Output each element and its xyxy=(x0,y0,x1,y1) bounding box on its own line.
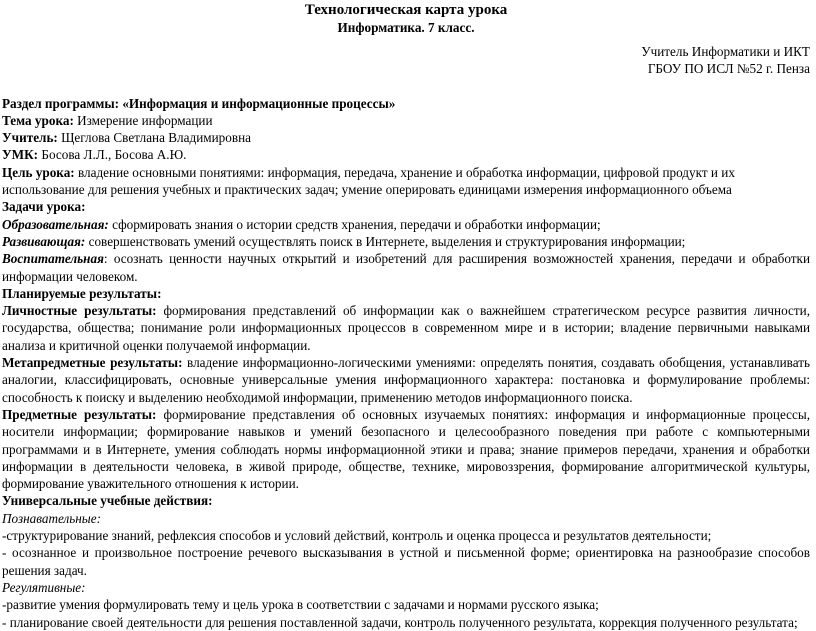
umk xyxy=(2,146,810,163)
lesson-topic xyxy=(2,112,810,129)
lesson-goal xyxy=(2,164,810,199)
lesson-goal-label: Цель урока: xyxy=(2,164,75,180)
results-subject xyxy=(2,406,810,492)
task-educational-label: Образовательная: xyxy=(2,216,109,232)
program-section-label: Раздел программы: «Информация и информационные процессы» xyxy=(2,95,396,111)
results-meta-label: Метапредметные результаты: xyxy=(2,355,183,371)
lesson-topic-label: Тема урока: xyxy=(2,112,74,128)
results-personal-value: формирования представлений об информации как о важнейшем стратегическом ресурсе развития личности, государства, общества; понимание роли информационных процессов в современном мире и в истории; владение первичными навыками анализа и критичной оценки получаемой информации. xyxy=(2,303,810,353)
umk-label: УМК: xyxy=(2,147,39,163)
uud-regulative-label xyxy=(2,579,810,596)
teacher-position: Учитель Информатики и ИКТ xyxy=(641,44,810,59)
uud-cognitive-item: - осознанное и произвольное построение речевого высказывания в устной и письменной форме; ориентировка на разнообразие способов решения задач. xyxy=(2,545,810,578)
tasks-heading xyxy=(2,198,810,215)
uud-heading-text: Универсальные учебные действия: xyxy=(2,493,213,509)
page-subtitle: Информатика. 7 класс. xyxy=(337,20,475,35)
results-subject-value: формирование представления об основных изучаемых понятиях: информация и информационные процессы, носители информации; формирование навыков и умений безопасного и целесообразного поведения при работе с компьютерными программами и в Интернете, умения соблюдать нормы информационной этики и права; знание примеров передачи, хранения и обработки информации в деятельности человека, в живой природе, обществе, технике, мировоззрения, формирование алгоритмической культуры, формирование уважительного отношения к истории. xyxy=(2,406,810,492)
uud-heading xyxy=(2,492,810,509)
lesson-topic-value: Измерение информации xyxy=(73,112,213,128)
task-developing xyxy=(2,233,810,250)
uud-cognitive-label-text: Познавательные: xyxy=(2,510,101,526)
task-upbringing-value: : осознать ценности научных открытий и изобретений для расширения возможностей хранения, передачи и обработки информации человеком. xyxy=(2,251,810,284)
task-upbringing-label: Воспитательная xyxy=(2,251,104,267)
teacher-name-label: Учитель: xyxy=(2,130,58,146)
results-heading-text: Планируемые результаты: xyxy=(2,285,162,301)
uud-regulative-label-text: Регулятивные: xyxy=(2,579,86,595)
task-developing-label: Развивающая: xyxy=(2,233,86,249)
results-meta-value: владение информационно-логическими умениями: определять понятия, создавать обобщения, устанавливать аналогии, классифицировать, основные универсальные умения информационного характера: постановка и формулирование проблемы: способность к поиску и выделению необходимой информации, применению методов информационного поиска. xyxy=(2,355,810,405)
results-subject-label: Предметные результаты: xyxy=(2,406,157,422)
uud-regulative-item: - планирование своей деятельности для решения поставленной задачи, контроль полученного результата, коррекция полученного результата; xyxy=(2,614,798,630)
program-section xyxy=(2,95,810,112)
teacher-school: ГБОУ ПО ИСЛ №52 г. Пенза xyxy=(647,61,810,77)
tasks-heading-text: Задачи урока: xyxy=(2,199,86,215)
lesson-goal-value: владение основными понятиями: информация, передача, хранение и обработка информации, цифровой продукт и их использование для решения учебных и практических задач; умение оперировать единицами измерения информационного объема xyxy=(2,164,735,198)
results-personal-label: Личностные результаты: xyxy=(2,303,157,319)
umk-value: Босова Л.Л., Босова А.Ю. xyxy=(38,147,187,163)
results-meta xyxy=(2,354,810,406)
spacer xyxy=(2,78,810,95)
teacher-name-value: Щеглова Светлана Владимировна xyxy=(57,130,251,146)
uud-cognitive-item: -структурирование знаний, рефлексия способов и условий действий, контроль и оценка процесса и результатов деятельности; xyxy=(2,528,712,544)
task-upbringing xyxy=(2,250,810,285)
task-developing-value: совершенствовать умений осуществлять поиск в Интернете, выделения и структурирования информации; xyxy=(85,233,686,249)
results-personal xyxy=(2,302,810,354)
task-educational xyxy=(2,216,810,233)
uud-cognitive-label xyxy=(2,510,810,527)
teacher-name xyxy=(2,129,810,146)
uud-regulative-item: -развитие умения формулировать тему и цель урока в соответствии с задачами и нормами русского языка; xyxy=(2,597,599,613)
spacer xyxy=(2,36,810,43)
task-educational-value: сформировать знания о истории средств хранения, передачи и обработки информации; xyxy=(108,216,601,232)
page-title: Технологическая карта урока xyxy=(304,2,508,18)
results-heading xyxy=(2,285,810,302)
